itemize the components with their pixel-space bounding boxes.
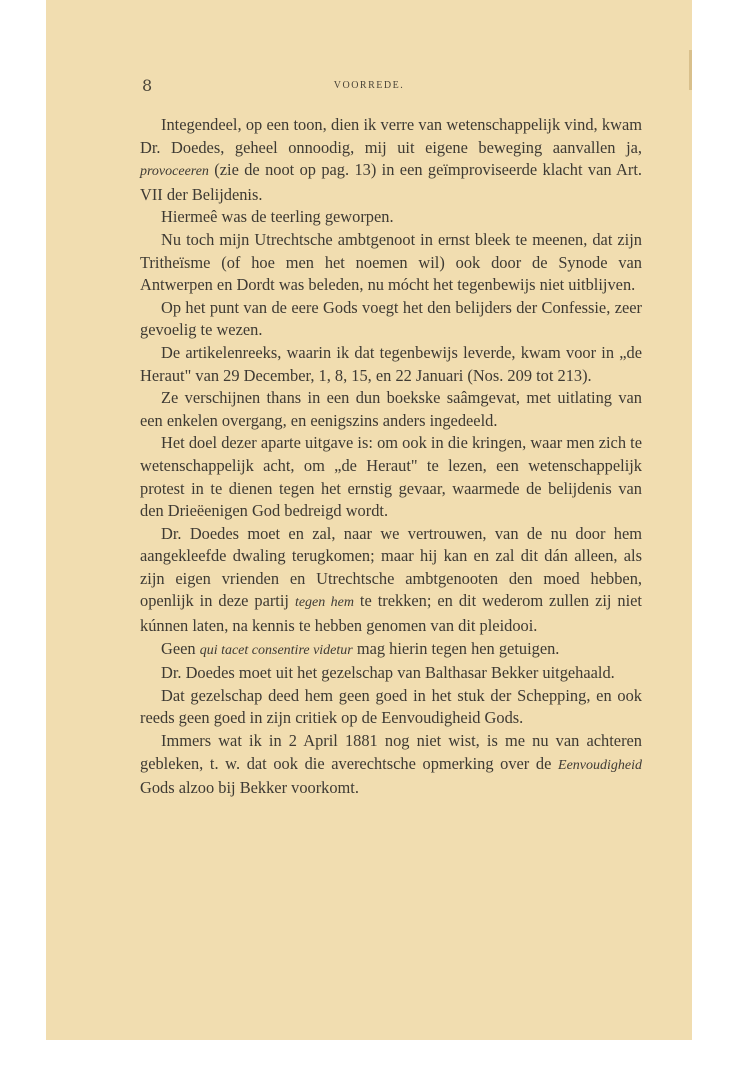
paragraph: Op het punt van de eere Gods voegt het den belijders der Confessie, zeer gevoelig te wezen. [140, 297, 642, 340]
paragraph: Dr. Doedes moet uit het gezelschap van Balthasar Bekker uitgehaald. [161, 663, 615, 683]
paragraph: Geen qui tacet consentire videtur mag hierin tegen hen getuigen. [161, 638, 560, 658]
running-title: VOORREDE. [333, 80, 405, 91]
paragraph: De artikelenreeks, waarin ik dat tegenbewijs leverde, kwam voor in „de Heraut" van 29 December, 1, 8, 15, en 22 Januari (Nos. 209 tot 213). [140, 342, 642, 385]
paragraph: Integendeel, op een toon, dien ik verre van wetenschappelijk vind, kwam Dr. Doedes, geheel onnoodig, mij uit eigene beweging aanvallen ja, provoceeren (zie de noot op pag. 13) in een geïmproviseerde klacht van Art. VII der Belijdenis. [140, 115, 642, 204]
paragraph: Immers wat ik in 2 April 1881 nog niet wist, is me nu van achteren gebleken, t. w. dat ook die averechtsche opmerking over de Eenvoudigheid Gods alzoo bij Bekker voorkomt. [140, 731, 642, 798]
paragraph: Dr. Doedes moet en zal, naar we vertrouwen, van de nu door hem aangekleefde dwaling terugkomen; maar hij kan en zal dit dán alleen, als zijn eigen vrienden en Utrechtsche ambtgenooten den moed hebben, openlijk in deze partij tegen hem te trekken; en dit wederom zullen zij niet kúnnen laten, na kennis te hebben genomen van dit pleidooi. [140, 523, 642, 636]
paragraph: Hiermeê was de teerling geworpen. [161, 207, 394, 227]
paragraph: Nu toch mijn Utrechtsche ambtgenoot in ernst bleek te meenen, dat zijn Tritheïsme (of hoe men het noemen wil) ook door de Synode van Antwerpen en Dordt was beleden, nu mócht het tegenbewijs niet uitblijven. [140, 229, 642, 295]
paragraph: Ze verschijnen thans in een dun boekske saâmgevat, met uitlating van een enkelen overgang, en eenigszins anders ingedeeld. [140, 388, 642, 430]
body-text [140, 114, 642, 800]
book-page [46, 0, 692, 1040]
paragraph: Dat gezelschap deed hem geen goed in het stuk der Schepping, en ook reeds geen goed in zijn critiek op de Eenvoudigheid Gods. [140, 685, 642, 728]
page-number: 8 [142, 76, 153, 95]
paragraph: Het doel dezer aparte uitgave is: om ook in die kringen, waar men zich te wetenschappelijk acht, om „de Heraut" te lezen, een wetenschappelijk protest in te dienen tegen het ernstig gevaar, waarmede de belijdenis van den Drieëenigen God bedreigd wordt. [140, 433, 642, 521]
